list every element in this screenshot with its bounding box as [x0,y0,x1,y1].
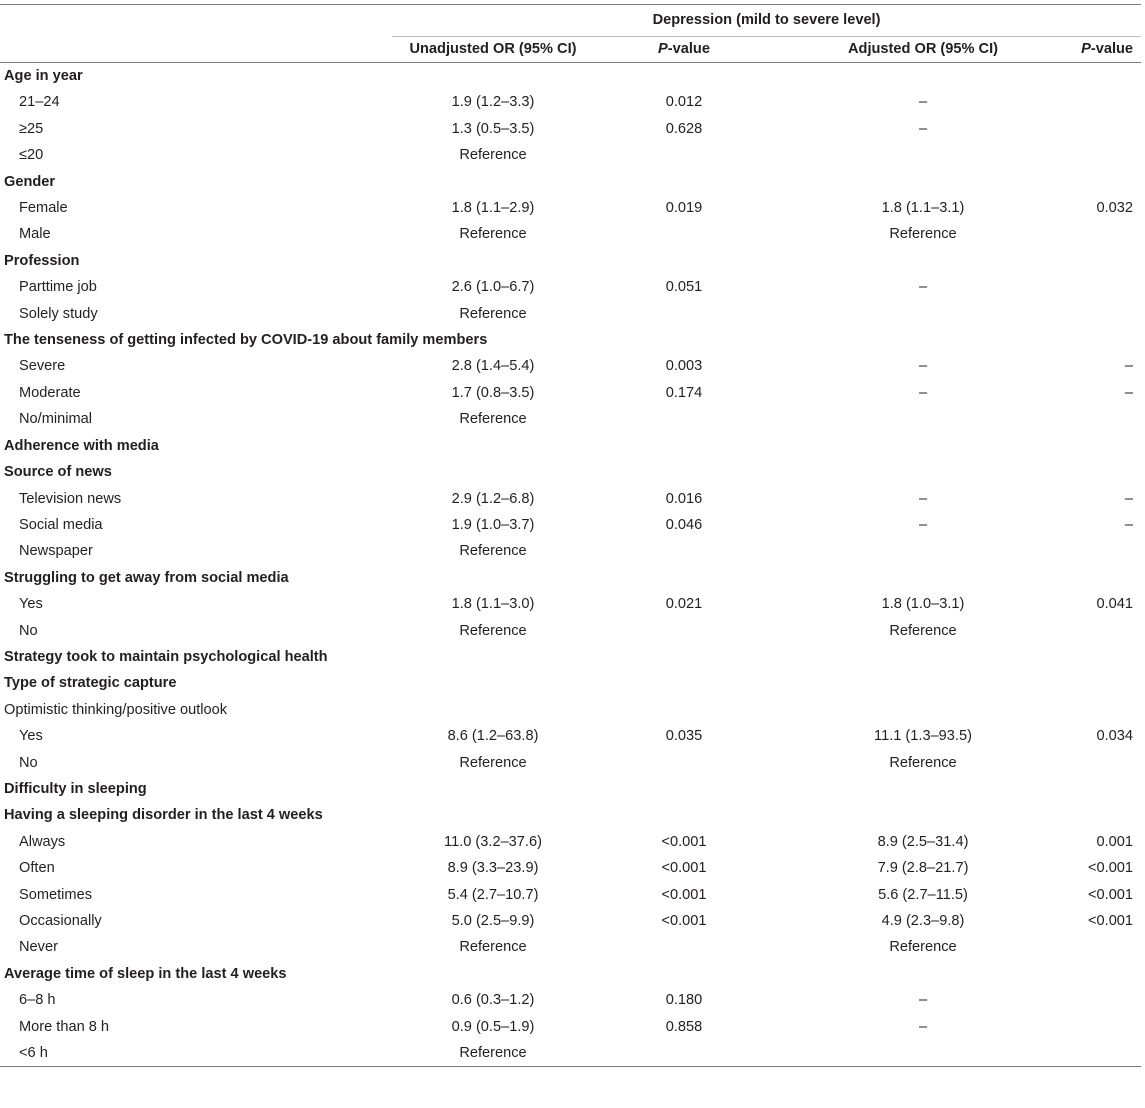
cell-unadjusted-or: 1.7 (0.8–3.5) [451,384,535,401]
cell-p-value-unadjusted: 0.180 [665,992,703,1009]
p-suffix: -value [667,41,710,57]
row-label: Occasionally [19,913,102,929]
cell-adjusted-or: – [918,1018,928,1035]
cell-unadjusted-or: 2.9 (1.2–6.8) [451,490,535,507]
section-label: Struggling to get away from social media [4,569,289,586]
row-label: 21–24 [19,94,60,111]
cell-unadjusted-or: 1.9 (1.2–3.3) [451,94,535,111]
cell-adjusted-or [818,538,1028,564]
table-row [0,486,1141,512]
cell-p-value-adjusted: – [1124,516,1134,533]
results-table [0,4,1141,1067]
cell-unadjusted-or: Reference [459,226,527,243]
cell-p-value-adjusted: 0.034 [1096,728,1134,745]
cell-p-value-unadjusted: 0.021 [665,596,703,613]
cell-adjusted-or: 1.8 (1.0–3.1) [881,596,965,613]
table-row [0,116,1141,142]
cell-p-value-adjusted [1028,274,1141,300]
cell-adjusted-or [818,301,1028,327]
cell-p-value-unadjusted [594,538,818,564]
cell-unadjusted-or: Reference [459,939,527,956]
table-row [0,512,1141,538]
cell-adjusted-or: Reference [889,939,957,956]
cell-p-value-adjusted [1028,538,1141,564]
cell-p-value-adjusted [1028,406,1141,432]
cell-p-value-adjusted [1028,1040,1141,1067]
row-label: 6–8 h [19,992,56,1009]
table-row [0,882,1141,908]
cell-p-value-unadjusted: 0.174 [665,384,703,401]
table-row [0,1014,1141,1040]
table-row [0,538,1141,564]
col-header-unadjusted-or: Unadjusted OR (95% CI) [392,37,594,63]
cell-adjusted-or: Reference [889,754,957,771]
cell-p-value-unadjusted [594,618,818,644]
table-body [0,63,1141,1067]
cell-p-value-unadjusted [594,406,818,432]
row-label: Solely study [19,305,98,322]
cell-adjusted-or: 4.9 (2.3–9.8) [881,913,965,929]
section-label: Source of news [4,464,112,481]
row-label: More than 8 h [19,1018,110,1035]
table-row [0,723,1141,749]
table-row [0,274,1141,300]
row-label: Yes [19,728,43,745]
cell-adjusted-or: – [918,94,928,111]
table-row [0,353,1141,379]
row-label: Sometimes [19,886,92,903]
cell-p-value-unadjusted: <0.001 [661,913,707,929]
cell-adjusted-or: – [918,279,928,296]
cell-p-value-adjusted: – [1124,490,1134,507]
section-row [0,63,1141,90]
row-label: Television news [19,490,122,507]
p-suffix: -value [1090,41,1134,57]
cell-p-value-unadjusted: 0.019 [665,200,703,217]
cell-unadjusted-or: 5.0 (2.5–9.9) [451,913,535,929]
table-row [0,829,1141,855]
cell-unadjusted-or: Reference [459,543,527,560]
cell-unadjusted-or: Reference [392,1040,594,1067]
row-label: No [19,754,38,771]
row-label: No/minimal [19,411,92,428]
cell-p-value-adjusted: 0.041 [1096,596,1134,613]
row-label: ≤20 [19,147,44,164]
cell-p-value-adjusted: – [1124,384,1134,401]
cell-p-value-unadjusted: 0.046 [665,516,703,533]
cell-adjusted-or: Reference [889,226,957,243]
cell-p-value-unadjusted: 0.035 [665,728,703,745]
table-row [0,987,1141,1013]
cell-p-value-adjusted [1028,1014,1141,1040]
cell-p-value-adjusted: 0.032 [1096,200,1134,217]
p-italic: P [658,41,668,57]
table-row [0,591,1141,617]
section-row [0,433,1141,459]
row-label: Yes [19,596,43,613]
cell-p-value-adjusted [1028,934,1141,960]
cell-p-value-unadjusted [594,221,818,247]
table-row [0,142,1141,168]
cell-adjusted-or: 8.9 (2.5–31.4) [877,833,969,850]
subgroup-row [0,697,1141,723]
section-label: The tenseness of getting infected by COVID-19 about family members [4,332,488,349]
cell-p-value-unadjusted [594,142,818,168]
header-group-row [0,4,1141,37]
cell-p-value-unadjusted: <0.001 [661,860,707,877]
section-row [0,169,1141,195]
group-header: Depression (mild to severe level) [392,4,1141,37]
section-label: Profession [4,252,80,269]
cell-unadjusted-or: 1.9 (1.0–3.7) [451,516,535,533]
cell-p-value-unadjusted: <0.001 [661,833,707,850]
section-row [0,248,1141,274]
cell-adjusted-or: – [918,516,928,533]
section-label: Difficulty in sleeping [4,780,147,797]
col-header-p-value-1 [594,37,818,63]
cell-unadjusted-or: Reference [459,147,527,164]
p-italic: P [1081,41,1091,57]
cell-p-value-adjusted [1028,221,1141,247]
section-row [0,961,1141,987]
cell-adjusted-or [818,406,1028,432]
cell-p-value-unadjusted [594,301,818,327]
section-row [0,670,1141,696]
cell-unadjusted-or: 8.9 (3.3–23.9) [447,860,539,877]
row-label: Never [19,939,58,956]
cell-p-value-adjusted [1028,142,1141,168]
section-label: Adherence with media [4,437,159,454]
cell-unadjusted-or: 0.9 (0.5–1.9) [451,1018,535,1035]
table-row [0,380,1141,406]
cell-p-value-unadjusted [594,934,818,960]
section-label: Gender [4,173,56,190]
header-columns-row [0,37,1141,63]
cell-p-value-unadjusted: <0.001 [661,886,707,903]
cell-unadjusted-or: 5.4 (2.7–10.7) [447,886,539,903]
table-row [0,855,1141,881]
cell-unadjusted-or: 8.6 (1.2–63.8) [447,728,539,745]
cell-adjusted-or [818,1040,1028,1067]
section-row [0,327,1141,353]
cell-unadjusted-or: 2.8 (1.4–5.4) [451,358,535,375]
col-header-p-value-2 [1028,37,1141,63]
cell-p-value-adjusted [1028,301,1141,327]
row-label: Often [19,860,55,877]
cell-unadjusted-or: Reference [459,411,527,428]
row-label: Parttime job [19,279,97,296]
cell-unadjusted-or: Reference [459,754,527,771]
row-label: Always [19,833,66,850]
section-row [0,776,1141,802]
cell-unadjusted-or: 11.0 (3.2–37.6) [444,833,542,850]
cell-unadjusted-or: Reference [459,622,527,639]
table-row [0,618,1141,644]
cell-p-value-adjusted: <0.001 [1088,860,1134,877]
cell-unadjusted-or: 0.6 (0.3–1.2) [451,992,535,1009]
cell-p-value-unadjusted: 0.858 [665,1018,703,1035]
table-row [0,221,1141,247]
row-label: Female [19,200,68,217]
section-label: Type of strategic capture [4,675,177,692]
cell-p-value-unadjusted: 0.628 [665,120,703,137]
cell-adjusted-or: 11.1 (1.3–93.5) [874,728,972,745]
cell-adjusted-or: – [918,358,928,375]
cell-p-value-adjusted: <0.001 [1088,913,1134,929]
row-label: Newspaper [19,543,93,560]
section-label: Strategy took to maintain psychological health [4,648,328,665]
row-label: Male [19,226,51,243]
cell-p-value-adjusted: – [1124,358,1134,375]
cell-p-value-adjusted: 0.001 [1096,833,1134,850]
cell-adjusted-or: – [918,992,928,1009]
cell-unadjusted-or: 1.3 (0.5–3.5) [451,120,535,137]
cell-p-value-unadjusted [594,750,818,776]
cell-adjusted-or: 5.6 (2.7–11.5) [878,886,968,903]
table-row [0,195,1141,221]
cell-p-value-adjusted [1028,750,1141,776]
row-label: No [19,622,38,639]
cell-p-value-unadjusted: 0.003 [665,358,703,375]
cell-p-value-adjusted [1028,618,1141,644]
cell-p-value-unadjusted: 0.051 [665,279,703,296]
cell-unadjusted-or: 1.8 (1.1–2.9) [451,200,535,217]
table-row [0,301,1141,327]
cell-unadjusted-or: Reference [459,305,527,322]
section-label: Having a sleeping disorder in the last 4 weeks [4,807,323,824]
section-row [0,565,1141,591]
cell-p-value-unadjusted: 0.012 [665,94,703,111]
cell-adjusted-or: – [918,384,928,401]
cell-adjusted-or: – [918,120,928,137]
cell-adjusted-or: Reference [889,622,957,639]
cell-adjusted-or: – [918,490,928,507]
cell-unadjusted-or: 1.8 (1.1–3.0) [451,596,535,613]
row-label: Social media [19,516,103,533]
cell-p-value-unadjusted: 0.016 [665,490,703,507]
table-row [0,908,1141,934]
cell-adjusted-or: 1.8 (1.1–3.1) [881,200,965,217]
cell-p-value-adjusted [1028,987,1141,1013]
section-label: Age in year [4,68,83,84]
row-label: Moderate [19,384,81,401]
row-label: Severe [19,358,66,375]
table-row [0,934,1141,960]
cell-adjusted-or: 7.9 (2.8–21.7) [877,860,969,877]
row-label: <6 h [0,1040,392,1067]
section-row [0,802,1141,828]
section-row [0,459,1141,485]
table-row [0,89,1141,115]
subgroup-label: Optimistic thinking/positive outlook [4,701,228,718]
section-label: Average time of sleep in the last 4 weeks [4,965,287,982]
col-header-adjusted-or: Adjusted OR (95% CI) [818,37,1028,63]
table-row [0,1040,1141,1067]
cell-unadjusted-or: 2.6 (1.0–6.7) [451,279,535,296]
table-row [0,406,1141,432]
section-row [0,644,1141,670]
cell-p-value-unadjusted [594,1040,818,1067]
cell-p-value-adjusted [1028,116,1141,142]
table-row [0,750,1141,776]
cell-p-value-adjusted: <0.001 [1088,886,1134,903]
row-label: ≥25 [19,120,44,137]
cell-p-value-adjusted [1028,89,1141,115]
cell-adjusted-or [818,142,1028,168]
